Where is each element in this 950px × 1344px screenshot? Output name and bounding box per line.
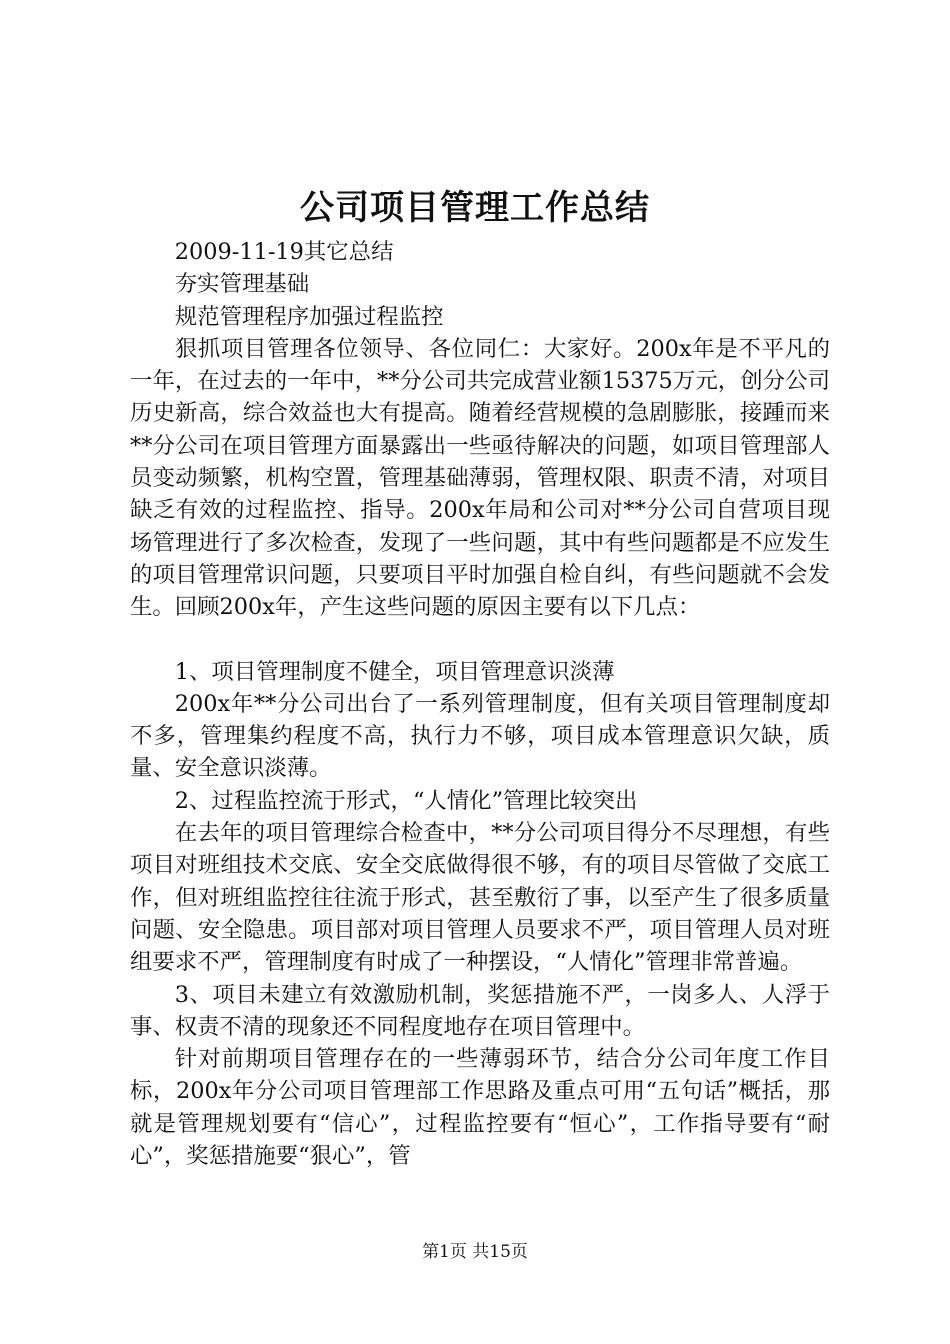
section-paragraph-1: 200x年**分公司出台了一系列管理制度，但有关项目管理制度却不多，管理集约程度不高，执行力不够，项目成本管理意识欠缺，质量、安全意识淡薄。 bbox=[130, 690, 830, 782]
section-heading-3: 3、项目未建立有效激励机制，奖惩措施不严，一岗多人、人浮于事、权责不清的现象还不同程度地存在项目管理中。 bbox=[130, 981, 830, 1040]
subtitle-line-1: 夯实管理基础 bbox=[174, 271, 310, 298]
document-title: 公司项目管理工作总结 bbox=[300, 188, 650, 228]
section-heading-1: 1、项目管理制度不健全，项目管理意识淡薄 bbox=[174, 658, 615, 685]
intro-paragraph: 狠抓项目管理各位领导、各位同仁：大家好。200x年是不平凡的一年，在过去的一年中，**分公司共完成营业额15375万元，创分公司历史新高，综合效益也大有提高。随着经营规模的急剧膨胀，接踵而来**分公司在项目管理方面暴露出一些亟待解决的问题，如项目管理部人员变动频繁，机构空置，管理基础薄弱，管理权限、职责不清，对项目缺乏有效的过程监控、指导。200x年局和公司对**分公司自营项目现场管理进行了多次检查，发现了一些问题，其中有些问题都是不应发生的项目管理常识问题，只要项目平时加强自检自纠，有些问题就不会发生。回顾200x年，产生这些问题的原因主要有以下几点： bbox=[130, 335, 830, 621]
closing-paragraph: 针对前期项目管理存在的一些薄弱环节，结合分公司年度工作目标，200x年分公司项目管理部工作思路及重点可用“五句话”概括，那就是管理规划要有“信心”，过程监控要有“恒心”，工作指导要有“耐心”，奖惩措施要“狠心”，管 bbox=[130, 1046, 830, 1170]
section-heading-2: 2、过程监控流于形式，“人情化”管理比较突出 bbox=[174, 787, 638, 814]
subtitle-line-2: 规范管理程序加强过程监控 bbox=[174, 303, 444, 330]
section-paragraph-2: 在去年的项目管理综合检查中，**分公司项目得分不尽理想，有些项目对班组技术交底、安全交底做得很不够，有的项目尽管做了交底工作，但对班组监控往往流于形式，甚至敷衍了事，以至产生了很多质量问题、安全隐患。项目部对项目管理人员要求不严，项目管理人员对班组要求不严，管理制度有时成了一种摆设，“人情化”管理非常普遍。 bbox=[130, 820, 830, 976]
page-number-footer: 第1页 共15页 bbox=[422, 1242, 528, 1262]
date-category-line: 2009-11-19其它总结 bbox=[174, 239, 394, 265]
document-body bbox=[130, 236, 830, 1172]
